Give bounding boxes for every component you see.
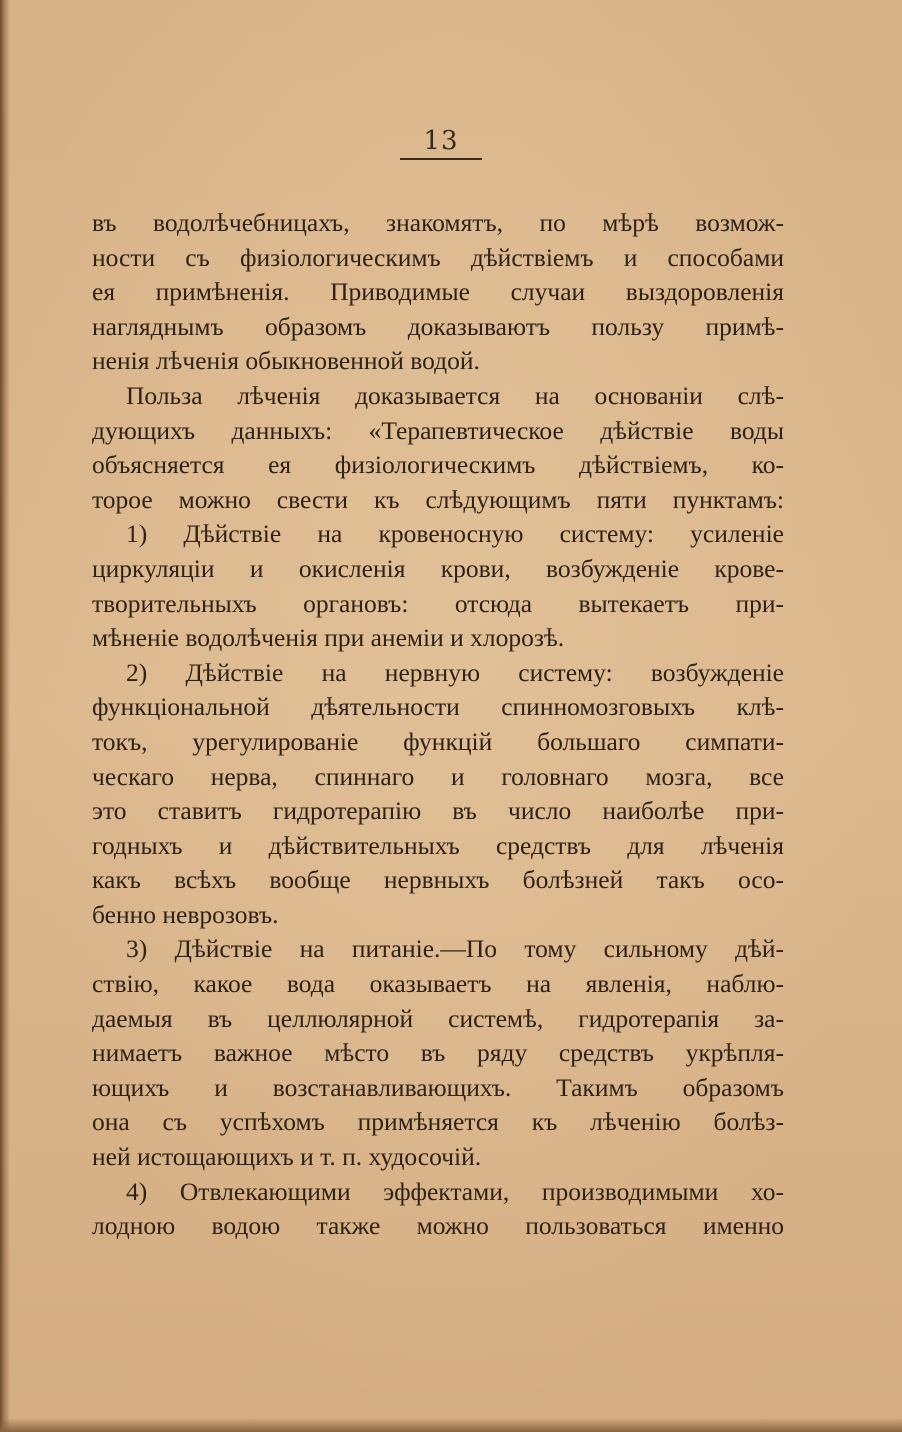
text-line: объясняется ея физiологическимъ дѣйствiемъ, ко-	[92, 450, 784, 480]
text-line: 2) Дѣйствiе на нервную систему: возбужденiе	[126, 657, 784, 687]
text-line: бенно неврозовъ.	[92, 899, 279, 929]
text-line: 3) Дѣйствiе на питанiе.—По тому сильному дѣй-	[126, 934, 784, 964]
text-line: ея примѣненiя. Приводимые случаи выздоровленiя	[92, 277, 784, 307]
text-line: торое можно свести къ слѣдующимъ пяти пунктамъ:	[92, 484, 784, 514]
page-number: 13	[423, 126, 459, 156]
text-line: Польза лѣченiя доказывается на основанiи слѣ-	[126, 380, 784, 410]
page-left-edge	[0, 0, 10, 1432]
text-line: она съ успѣхомъ примѣняется къ лѣченiю болѣз-	[92, 1107, 784, 1137]
text-line: циркуляцiи и окисленiя крови, возбужденiе крове-	[92, 553, 784, 583]
text-line: годныхъ и дѣйствительныхъ средствъ для лѣченiя	[92, 830, 784, 860]
text-line: дующихъ данныхъ: «Терапевтическое дѣйствiе воды	[92, 415, 784, 445]
text-line: творительныхъ органовъ: отсюда вытекаетъ при-	[92, 588, 784, 618]
text-line: 4) Отвлекающими эффектами, производимыми хо-	[126, 1176, 784, 1206]
page-bottom-edge	[0, 1418, 902, 1432]
text-line: токъ, урегулированiе функцiй большаго симпати-	[92, 726, 784, 756]
text-line: лодною водою также можно пользоваться именно	[92, 1211, 784, 1241]
body-text	[92, 206, 784, 1244]
text-line: мѣненiе водолѣченiя при анемiи и хлорозѣ.	[92, 623, 565, 653]
text-line: ности съ физiологическимъ дѣйствiемъ и способами	[92, 242, 784, 272]
text-line: ствiю, какое вода оказываетъ на явленiя, наблю-	[92, 969, 784, 999]
text-line: даемыя въ целлюлярной системѣ, гидротерапiя за-	[92, 1003, 784, 1033]
text-line: ческаго нерва, спиннаго и головнаго мозга, все	[92, 761, 784, 791]
page-number-rule	[400, 158, 482, 160]
text-line: это ставитъ гидротерапiю въ число наиболѣе при-	[92, 796, 784, 826]
text-line: какъ всѣхъ вообще нервныхъ болѣзней такъ осо-	[92, 865, 784, 895]
text-line: ненiя лѣченiя обыкновенной водой.	[92, 346, 480, 376]
text-line: нагляднымъ образомъ доказываютъ пользу примѣ-	[92, 311, 784, 341]
text-line: ней истощающихъ и т. п. худосочiй.	[92, 1142, 482, 1172]
text-line: 1) Дѣйствiе на кровеносную систему: усиленiе	[126, 519, 784, 549]
text-line: функцiональной дѣятельности спинномозговыхъ клѣ-	[92, 692, 784, 722]
text-line: нимаетъ важное мѣсто въ ряду средствъ укрѣпля-	[92, 1038, 784, 1068]
text-line: ющихъ и возстанавливающихъ. Такимъ образомъ	[92, 1072, 784, 1102]
text-line: въ водолѣчебницахъ, знакомятъ, по мѣрѣ возмож-	[92, 208, 784, 237]
